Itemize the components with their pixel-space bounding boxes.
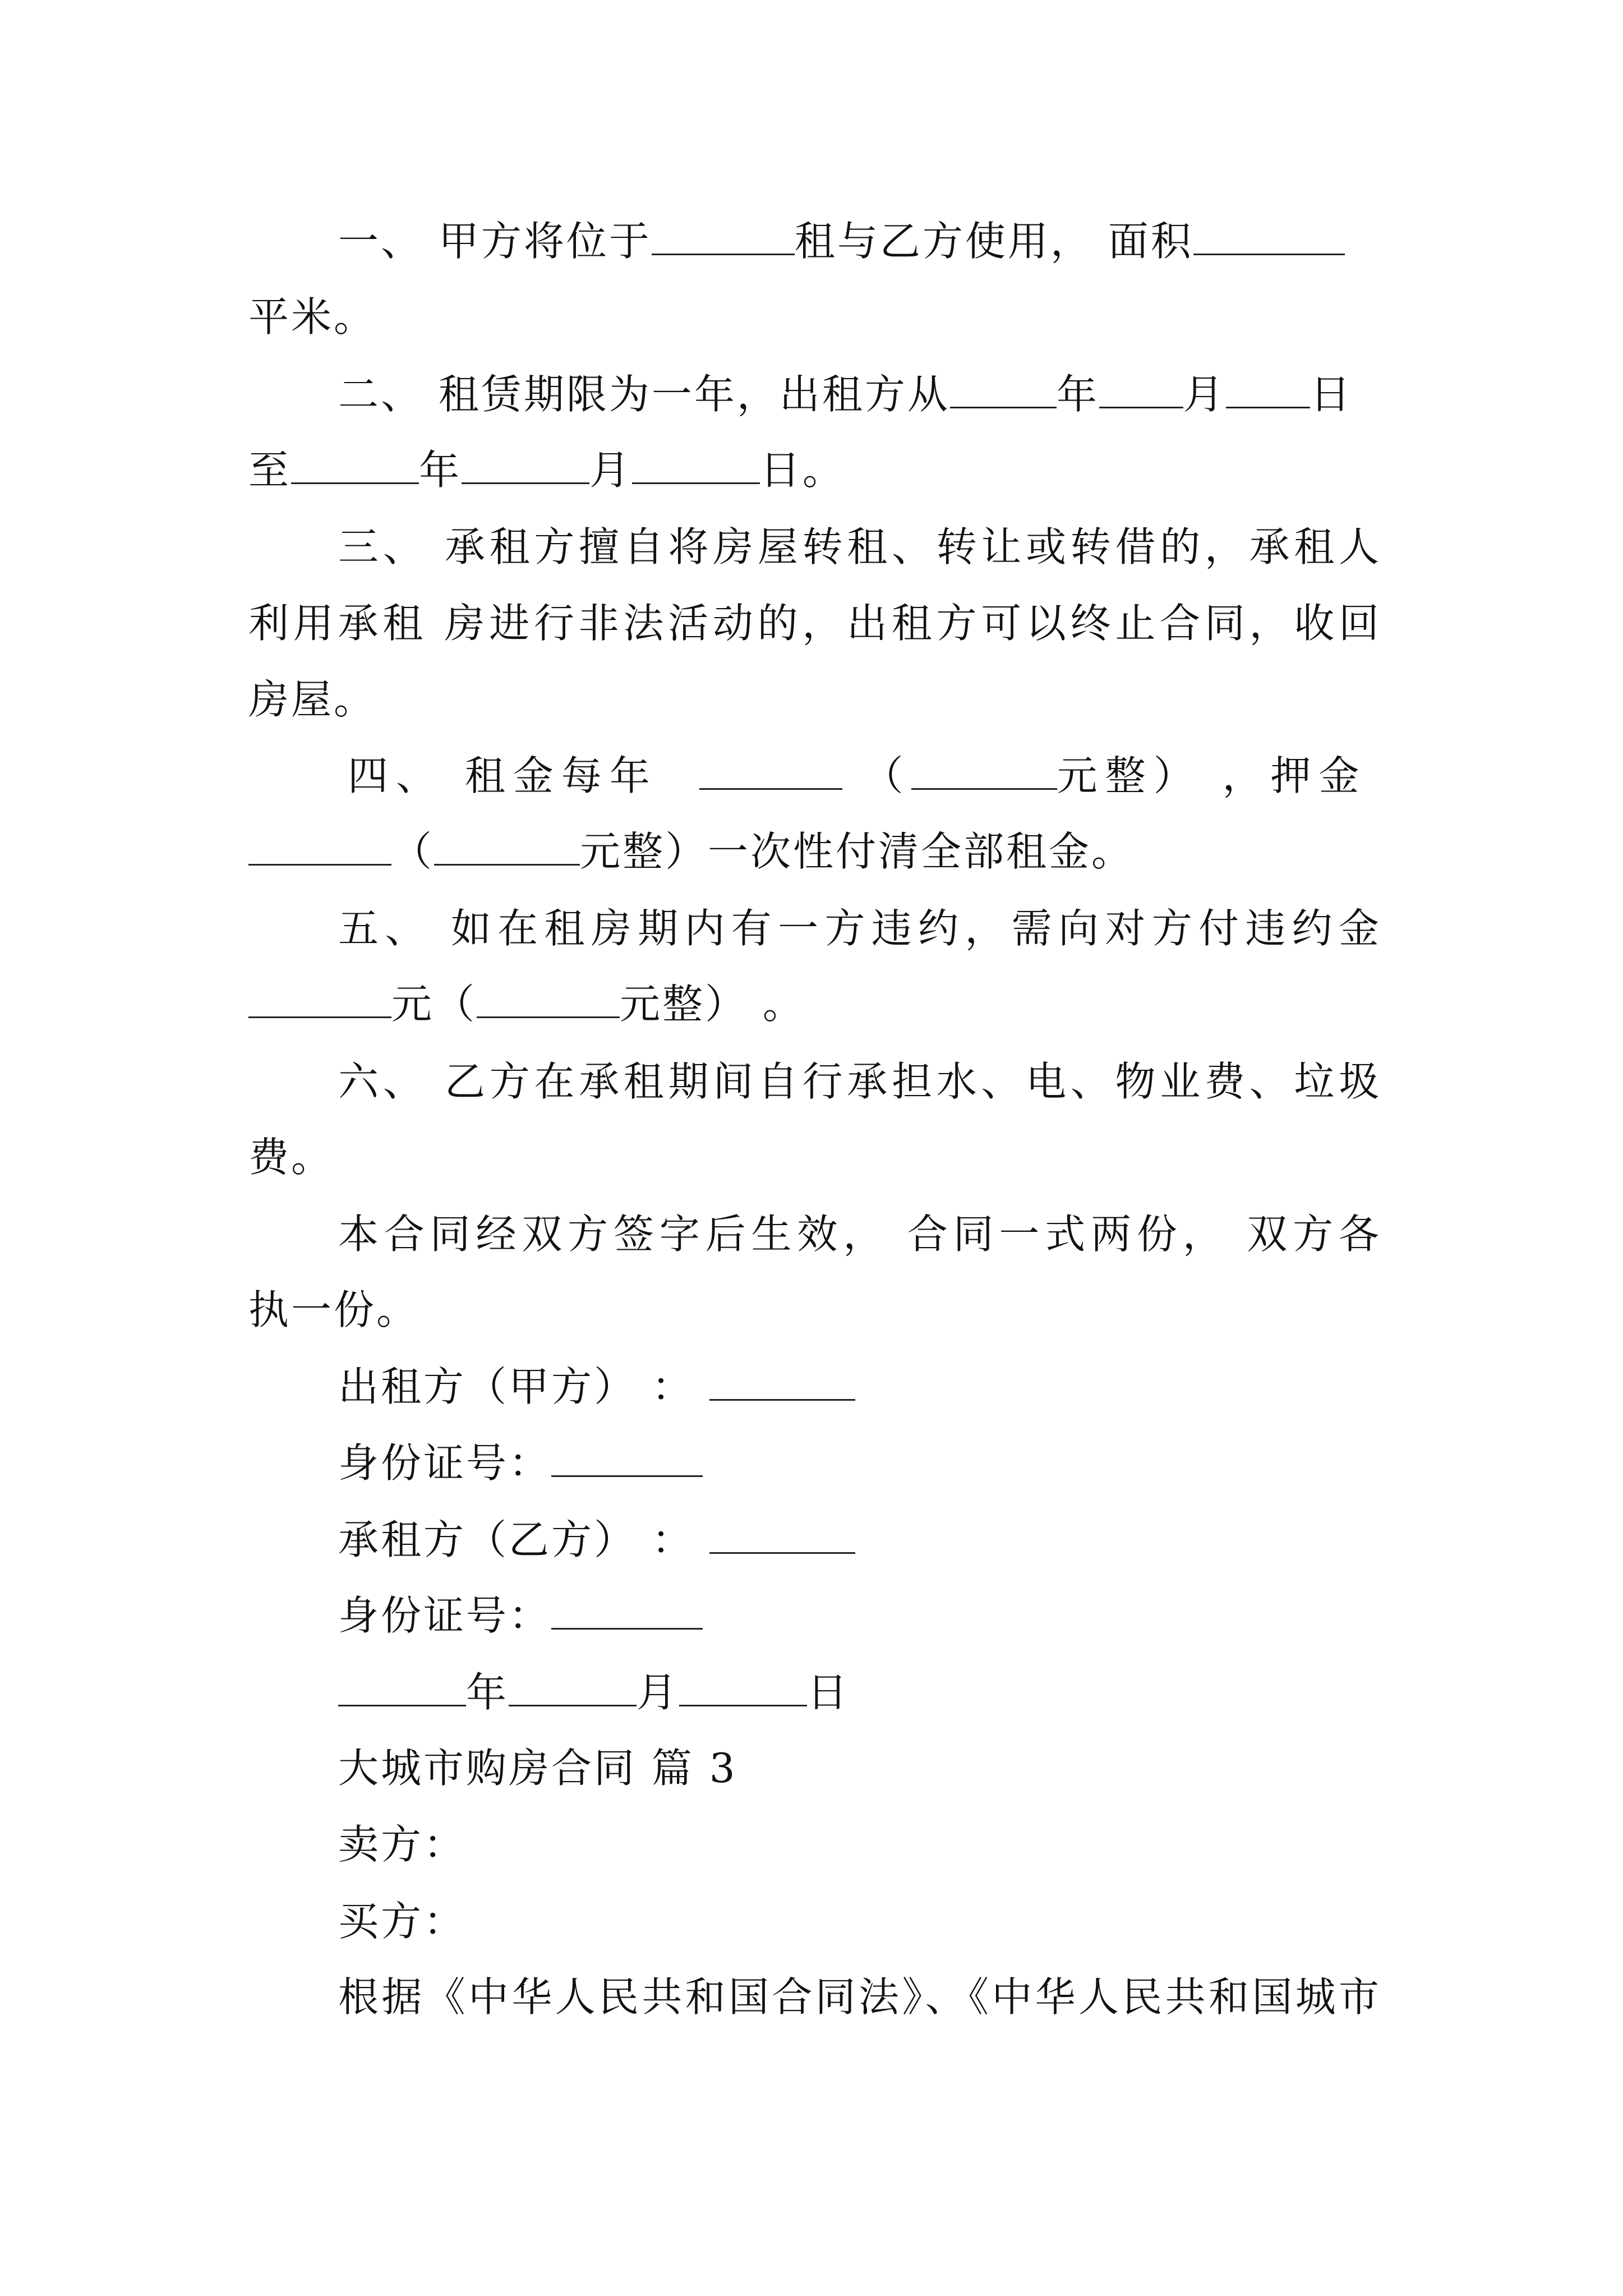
lessee-id-blank xyxy=(551,1594,703,1630)
lessor-signature-line xyxy=(338,1356,1381,1418)
sign-year-blank xyxy=(338,1671,466,1706)
seller-line: 卖方： xyxy=(338,1821,467,1868)
clause-5-line-2 xyxy=(248,973,1381,1035)
clause-6-line-2: 费。 xyxy=(248,1134,334,1181)
closing-line-1: 本合同经双方签字后生效， 合同一式两份， 双方各 xyxy=(338,1211,1381,1258)
lessor-label: 出租方（甲方） ： xyxy=(338,1363,694,1410)
lessee-label: 承租方（乙方） ： xyxy=(338,1516,694,1563)
penalty-words-blank xyxy=(477,983,620,1018)
clause-4-paren-open: （ xyxy=(863,752,911,799)
location-blank xyxy=(652,220,795,255)
lessor-blank xyxy=(709,1365,855,1401)
end-month-blank xyxy=(462,449,589,484)
clause-1-text-a: 一、 甲方将位于 xyxy=(338,218,652,265)
clause-5-text-c: 元整） 。 xyxy=(620,981,805,1028)
legal-basis-line: 根据《中华人民共和国合同法》、《中华人民共和国城市 xyxy=(338,1973,1381,2021)
sign-year-label: 年 xyxy=(466,1669,509,1716)
start-day-blank xyxy=(1226,373,1310,408)
deposit-blank xyxy=(248,830,391,866)
buyer-line: 买方： xyxy=(338,1898,467,1945)
clause-4-paren-open-2: （ xyxy=(391,828,435,875)
end-day-blank xyxy=(632,449,760,484)
next-contract-title: 大城市购房合同 篇 3 xyxy=(338,1745,737,1792)
clause-4-text-c: 元整） ，押金 xyxy=(1057,752,1367,799)
clause-1-text-c: 平米。 xyxy=(248,293,377,341)
lessee-id-label: 身份证号： xyxy=(338,1592,552,1639)
clause-2-line-1 xyxy=(338,364,1381,425)
clause-2-end-month: 月 xyxy=(589,447,633,494)
clause-5-line-1: 五、 如在租房期内有一方违约，需向对方付违约金 xyxy=(338,905,1381,952)
lessor-id-label: 身份证号： xyxy=(338,1439,552,1487)
signature-date-line xyxy=(338,1662,1381,1723)
lessor-id-line xyxy=(338,1432,1381,1494)
clause-1-line-1 xyxy=(338,210,1381,272)
clause-6-line-1: 六、 乙方在承租期间自行承担水、电、物业费、垃圾 xyxy=(338,1058,1381,1105)
clause-2-year: 年 xyxy=(1056,371,1099,418)
clause-2-line-2 xyxy=(248,439,1381,501)
annual-rent-words-blank xyxy=(911,754,1057,790)
clause-3-line-1: 三、 承租方擅自将房屋转租、转让或转借的，承租人 xyxy=(338,523,1381,570)
clause-2-day: 日 xyxy=(1310,371,1353,418)
area-blank xyxy=(1193,220,1345,255)
deposit-words-blank xyxy=(434,830,580,866)
lessor-id-blank xyxy=(551,1442,703,1477)
clause-2-text-a: 二、 租赁期限为一年，出租方从 xyxy=(338,371,950,418)
start-year-blank xyxy=(950,373,1057,408)
end-year-blank xyxy=(291,449,419,484)
penalty-blank xyxy=(248,983,391,1018)
clause-2-month: 月 xyxy=(1183,371,1226,418)
lessee-id-line xyxy=(338,1585,1381,1646)
clause-5-text-b: 元（ xyxy=(391,981,477,1028)
sign-month-blank xyxy=(509,1671,637,1706)
clause-3-line-3: 房屋。 xyxy=(248,676,377,723)
clause-4-line-2 xyxy=(248,821,1381,882)
clause-2-end-day: 日。 xyxy=(760,447,846,494)
annual-rent-blank xyxy=(699,754,842,790)
clause-1-line-2 xyxy=(248,286,1381,348)
lessee-signature-line xyxy=(338,1509,1381,1571)
sign-day-label: 日 xyxy=(807,1669,850,1716)
lessee-blank xyxy=(709,1519,855,1554)
clause-3-line-2: 利用承租 房进行非法活动的，出租方可以终止合同，收回 xyxy=(248,600,1381,647)
clause-4-text-e: 元整）一次性付清全部租金。 xyxy=(580,828,1135,875)
clause-4-text-a: 四、 租金每年 xyxy=(348,752,658,799)
closing-line-2: 执一份。 xyxy=(248,1286,419,1333)
sign-day-blank xyxy=(679,1671,807,1706)
sign-month-label: 月 xyxy=(637,1669,680,1716)
clause-2-end-year: 年 xyxy=(419,447,462,494)
start-month-blank xyxy=(1099,373,1183,408)
clause-4-line-1 xyxy=(348,745,1381,807)
clause-2-to: 至 xyxy=(248,447,292,494)
clause-1-text-b: 租与乙方使用， 面积 xyxy=(794,218,1193,265)
